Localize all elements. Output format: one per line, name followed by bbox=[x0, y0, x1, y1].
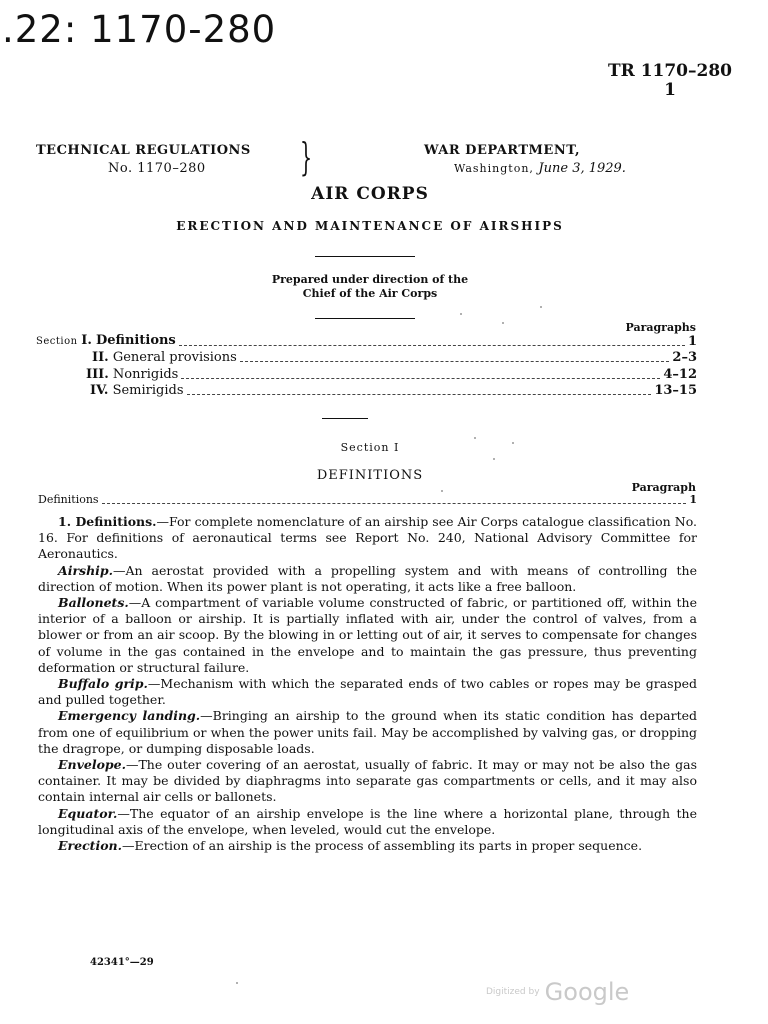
term: Erection. bbox=[58, 838, 122, 854]
definition: —The equator of an airship envelope is the line where a horizontal plane, through the longitudinal axis of the envelope, when leveled, would cut the envelope. bbox=[38, 805, 697, 837]
toc-entry bbox=[86, 367, 697, 383]
leader-dots bbox=[240, 361, 670, 362]
toc-title: General provisions bbox=[112, 350, 237, 365]
page-number: 1 bbox=[664, 80, 676, 100]
divider-rule bbox=[315, 256, 415, 257]
toc-numeral: I. bbox=[81, 333, 92, 348]
definition: —For complete nomenclature of an airship see Air Corps catalogue classification No. 16. For definitions of aeronautical terms see Report No. 240, National Advisory Committee for Aeronautics. bbox=[38, 514, 697, 562]
definition-ballonets bbox=[38, 595, 697, 676]
technical-regulations-number: No. 1170–280 bbox=[108, 161, 206, 176]
scan-speck bbox=[460, 313, 462, 315]
definition-buffalo-grip bbox=[38, 676, 697, 708]
leader-dots bbox=[181, 378, 660, 379]
definition: —Mechanism with which the separated ends of two cables or ropes may be grasped and pulled together. bbox=[38, 676, 697, 708]
technical-regulations-title: TECHNICAL REGULATIONS bbox=[36, 143, 251, 158]
definition-equator bbox=[38, 806, 697, 838]
toc-entry bbox=[90, 383, 697, 399]
document-subtitle: ERECTION AND MAINTENANCE OF AIRSHIPS bbox=[176, 219, 564, 233]
divider-rule bbox=[322, 418, 368, 419]
scan-speck bbox=[236, 982, 238, 984]
war-department-heading bbox=[424, 142, 626, 178]
document-number-block bbox=[608, 62, 732, 100]
definition: —The outer covering of an aerostat, usually of fabric. It may or may not be also the gas container. It may be divided by diaphragms into separate gas compartments or cells, and it may also contain internal air cells or ballonets. bbox=[38, 757, 697, 805]
toc-title: Semirigids bbox=[112, 383, 184, 398]
section-toc-paragraph: 1 bbox=[689, 493, 697, 506]
leader-dots bbox=[187, 394, 652, 395]
toc-paragraph-range: 1 bbox=[687, 334, 697, 349]
document-title: AIR CORPS bbox=[311, 184, 429, 204]
scan-speck bbox=[441, 490, 443, 492]
toc-title: Definitions bbox=[95, 333, 176, 348]
term: Envelope. bbox=[58, 757, 126, 773]
divider-rule bbox=[315, 318, 415, 319]
war-department-title: WAR DEPARTMENT, bbox=[424, 143, 580, 158]
scan-speck bbox=[474, 437, 476, 439]
watermark-prefix: Digitized by bbox=[486, 987, 540, 997]
prepared-line-2: Chief of the Air Corps bbox=[302, 287, 438, 300]
handwritten-annotation: .22: 1170-280 bbox=[2, 8, 277, 51]
term: 1. Definitions. bbox=[58, 514, 157, 529]
section-toc-label: Definitions bbox=[38, 493, 99, 506]
definition-emergency-landing bbox=[38, 708, 697, 757]
body-text bbox=[38, 514, 697, 854]
digitized-watermark bbox=[486, 978, 629, 1006]
toc-paragraph-range: 2–3 bbox=[672, 350, 697, 365]
print-code: 42341°—29 bbox=[90, 957, 154, 968]
toc-section-prefix: Section bbox=[36, 336, 82, 347]
definition: —Bringing an airship to the ground when its static condition has departed from one of equilibrium or when the power units fail. May be accomplished by valving gas, or dropping the dragrope, or dumping disposable loads. bbox=[38, 708, 697, 756]
tr-number: TR 1170–280 bbox=[608, 61, 732, 81]
brace-divider: } bbox=[300, 135, 313, 179]
toc-paragraphs-header: Paragraphs bbox=[625, 321, 696, 334]
leader-dots bbox=[102, 503, 687, 504]
paragraph-definitions bbox=[38, 514, 697, 563]
section-title: DEFINITIONS bbox=[316, 468, 424, 483]
scan-speck bbox=[493, 458, 495, 460]
term: Equator. bbox=[58, 805, 118, 821]
definition-erection bbox=[38, 838, 697, 854]
section-toc-header: Paragraph bbox=[631, 481, 696, 494]
toc-numeral: II. bbox=[92, 350, 109, 365]
term: Emergency landing. bbox=[58, 708, 201, 724]
definition: —An aerostat provided with a propelling system and with means of controlling the direction of motion. When its power plant is not operating, it acts like a free balloon. bbox=[38, 562, 697, 594]
toc-paragraph-range: 4–12 bbox=[663, 367, 697, 382]
term: Ballonets. bbox=[58, 595, 129, 611]
place-and-date bbox=[424, 160, 626, 178]
prepared-line-1: Prepared under direction of the bbox=[271, 273, 469, 286]
section-heading: Section I bbox=[340, 441, 400, 454]
scan-speck bbox=[512, 442, 514, 444]
toc-entry bbox=[36, 334, 697, 350]
term: Buffalo grip. bbox=[58, 676, 148, 692]
place: Washington, bbox=[454, 162, 534, 175]
scan-speck bbox=[540, 306, 542, 308]
section-toc-entry bbox=[38, 492, 697, 508]
toc-paragraph-range: 13–15 bbox=[654, 383, 697, 398]
scan-speck bbox=[502, 322, 504, 324]
leader-dots bbox=[179, 345, 685, 346]
definition-airship bbox=[38, 563, 697, 595]
term: Airship. bbox=[58, 562, 113, 578]
google-logo: Google bbox=[544, 978, 630, 1006]
toc-numeral: III. bbox=[86, 367, 109, 382]
definition: —A compartment of variable volume constructed of fabric, or partitioned off, within the interior of a balloon or airship. It is partially inflated with air, under the control of valves, from a blower or from an air scoop. By the blowing in or letting out of air, it serves to compensate for changes of volume in the gas contained in the envelope and to maintain the gas pressure, thus preventing deformation or structural failure. bbox=[38, 595, 697, 675]
toc-numeral: IV. bbox=[90, 383, 109, 398]
definition-envelope bbox=[38, 757, 697, 806]
prepared-by-note bbox=[0, 273, 740, 301]
date: June 3, 1929. bbox=[538, 161, 626, 176]
technical-regulations-heading bbox=[36, 142, 251, 178]
definition: —Erection of an airship is the process of assembling its parts in proper sequence. bbox=[121, 838, 643, 854]
toc-title: Nonrigids bbox=[112, 367, 179, 382]
toc-entry bbox=[92, 350, 697, 366]
